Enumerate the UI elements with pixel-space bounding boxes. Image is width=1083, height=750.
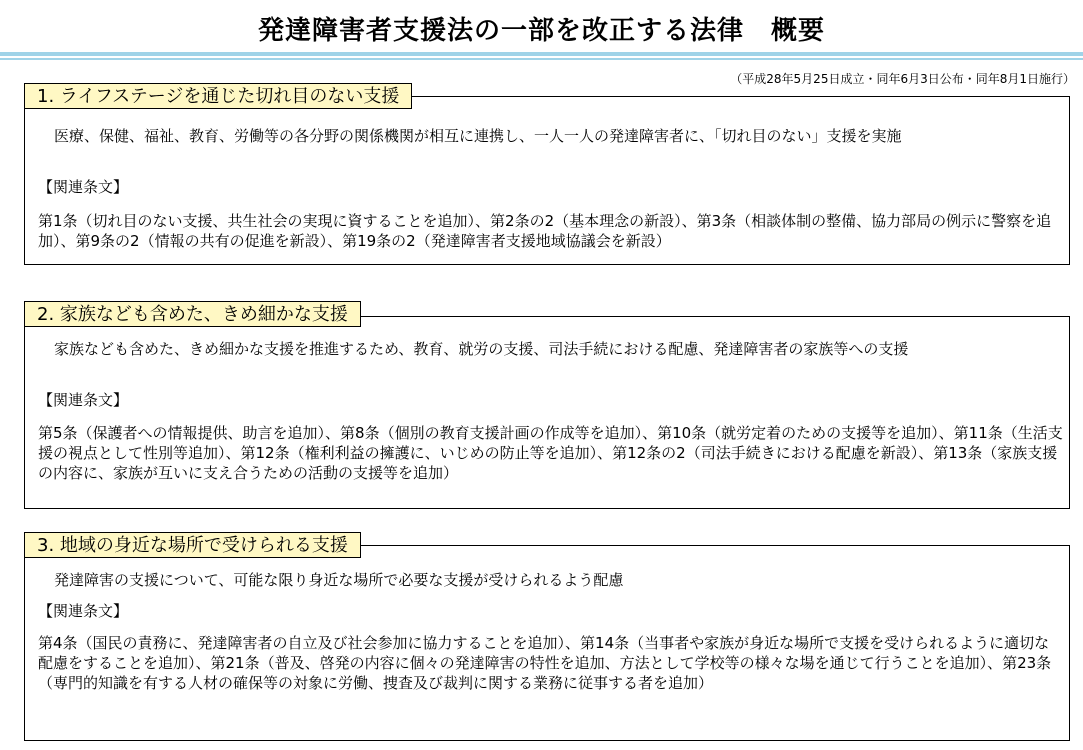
section-2-related-heading: 【関連条文】 <box>38 391 129 409</box>
section-2-heading: 2. 家族なども含めた、きめ細かな支援 <box>24 301 361 327</box>
section-2-related-articles: 第5条（保護者への情報提供、助言を追加）、第8条（個別の教育支援計画の作成等を追加）、第10条（就労定着のための支援等を追加）、第11条（生活支援の視点として性別等追加）、第12条（権利利益の擁護に、いじめの防止等を追加）、第12条の2（司法手続きにおける配慮を新設）、第13条（家族支援の内容に、家族が互いに支え合うための活動の支援等を追加） <box>38 424 1063 482</box>
section-3-related-heading: 【関連条文】 <box>38 602 129 620</box>
section-2-summary: 家族なども含めた、きめ細かな支援を推進するため、教育、就労の支援、司法手続における配慮、発達障害者の家族等への支援 <box>54 340 909 358</box>
title-divider <box>0 52 1083 56</box>
section-3-summary: 発達障害の支援について、可能な限り身近な場所で必要な支援が受けられるよう配慮 <box>54 571 624 589</box>
page-title: 発達障害者支援法の一部を改正する法律 概要 <box>257 16 825 46</box>
section-3-related-articles: 第4条（国民の責務に、発達障害者の自立及び社会参加に協力することを追加）、第14条（当事者や家族が身近な場所で支援を受けられるように適切な配慮をすることを追加）、第21条（普及、啓発の内容に個々の発達障害の特性を追加、方法として学校等の様々な場を通じて行うことを追加）、第23条（専門的知識を有する人材の確保等の対象に労働、捜査及び裁判に関する業務に従事する者を追加） <box>38 634 1052 692</box>
section-1-heading: 1. ライフステージを通じた切れ目のない支援 <box>24 83 412 109</box>
section-1-related-articles: 第1条（切れ目のない支援、共生社会の実現に資することを追加）、第2条の2（基本理念の新設）、第3条（相談体制の整備、協力部局の例示に警察を追加）、第9条の2（情報の共有の促進を新設）、第19条の2（発達障害者支援地域協議会を新設） <box>38 212 1052 250</box>
section-1-related-heading: 【関連条文】 <box>38 178 129 196</box>
enactment-dates: （平成28年5月25日成立・同年6月3日公布・同年8月1日施行） <box>730 72 1075 86</box>
section-1-summary: 医療、保健、福祉、教育、労働等の各分野の関係機関が相互に連携し、一人一人の発達障害者に、「切れ目のない」支援を実施 <box>54 127 902 145</box>
title-divider-thin <box>0 58 1083 60</box>
section-3-heading: 3. 地域の身近な場所で受けられる支援 <box>24 532 361 558</box>
